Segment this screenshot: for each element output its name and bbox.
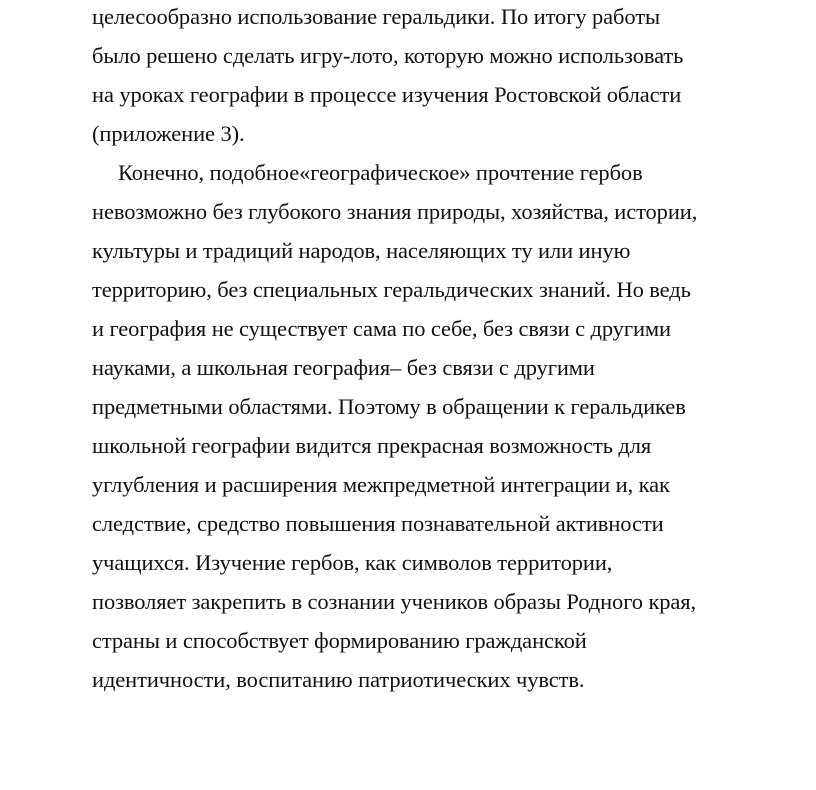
text-line: (приложение 3). (92, 121, 245, 146)
text-line: углубления и расширения межпредметной интеграции и, как (92, 472, 670, 497)
text-line: позволяет закрепить в сознании учеников образы Родного края, (92, 589, 697, 614)
text-line: следствие, средство повышения познавательной активности (92, 511, 664, 536)
text-line: Конечно, подобное«географическое» прочтение гербов (118, 160, 643, 185)
text-line: идентичности, воспитанию патриотических чувств. (92, 667, 585, 692)
text-line: было решено сделать игру-лото, которую можно использовать (92, 43, 684, 68)
text-line: культуры и традиций народов, населяющих ту или иную (92, 238, 631, 263)
text-line: на уроках географии в процессе изучения Ростовской области (92, 82, 682, 107)
text-line: предметными областями. Поэтому в обращении к геральдикев (92, 394, 686, 419)
text-line: учащихся. Изучение гербов, как символов территории, (92, 550, 613, 575)
text-line: страны и способствует формированию гражданской (92, 628, 587, 653)
text-line: науками, а школьная география– без связи с другими (92, 355, 595, 380)
text-line: и география не существует сама по себе, без связи с другими (92, 316, 671, 341)
text-line: невозможно без глубокого знания природы, хозяйства, истории, (92, 199, 698, 224)
text-line: территорию, без специальных геральдических знаний. Но ведь (92, 277, 691, 302)
text-line: школьной географии видится прекрасная возможность для (92, 433, 652, 458)
text-line: целесообразно использование геральдики. По итогу работы (92, 4, 660, 29)
